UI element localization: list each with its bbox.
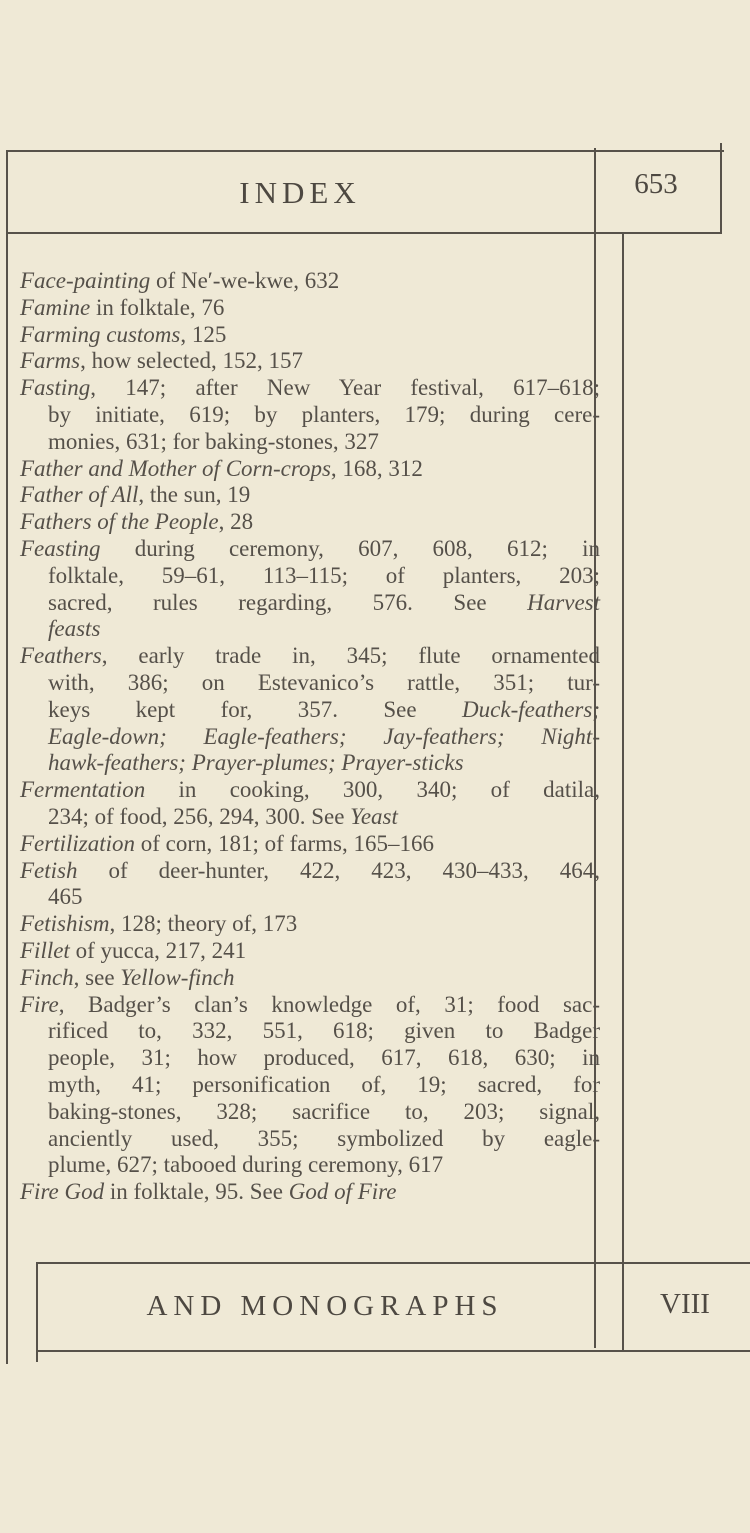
index-text: in folktale, 76 [90,294,225,320]
index-term: feasts [48,616,101,642]
index-term: Fire [20,991,59,1017]
index-term: Finch [20,964,74,990]
index-term: Fertilization [20,830,135,856]
volume-number: VIII [660,1288,710,1320]
index-line [20,804,600,831]
index-term: Yellow-finch [120,964,235,990]
index-text: of corn, 181; of farms, 165–166 [135,830,434,856]
index-text: , 147; after New Year festival, 617–618; [90,375,600,401]
index-text: with, 386; on Estevanico’s rattle, 351; tur- [48,669,600,695]
index-line [20,268,600,295]
index-term: Feathers [20,643,102,669]
index-text: , 28 [218,509,254,535]
index-line [20,590,600,617]
index-line [20,348,600,375]
index-line [20,1072,600,1099]
index-line [20,456,600,483]
index-term: Harvest [527,589,600,615]
page-number: 653 [634,168,678,200]
index-text: , the sun, 19 [138,482,251,508]
index-line [20,884,600,911]
index-text: , 128; theory of, 173 [109,911,298,937]
index-term: Farming customs [20,321,181,347]
index-line [20,322,600,349]
index-line [20,1152,600,1179]
index-term: Duck-feathers; [462,696,600,722]
index-text: keys kept for, 357. See [48,696,463,722]
footer-left-line [36,1262,38,1362]
index-line [20,1018,600,1045]
index-term: hawk-feathers; Prayer-plumes; Prayer-sticks [48,750,464,776]
index-text: of Ne′-we-kwe, 632 [150,268,340,293]
header-right-border [720,143,722,233]
index-text: plume, 627; tabooed during ceremony, 617 [48,1152,444,1178]
index-text: rificed to, 332, 551, 618; given to Badger [48,1018,600,1044]
index-term: Father and Mother of Corn-crops [20,455,331,481]
right-column-line [622,232,624,1350]
index-text: by initiate, 619; by planters, 179; during cere- [48,401,600,427]
index-text: , how selected, 152, 157 [80,348,303,374]
index-line [20,858,600,885]
index-text: myth, 41; personification of, 19; sacred, for [48,1071,600,1097]
index-text: , early trade in, 345; flute ornamented [101,643,600,669]
running-head: INDEX [239,175,361,210]
index-line [20,670,600,697]
index-text: in cooking, 300, 340; of datila, [145,777,600,803]
index-term: Face-painting [20,268,151,293]
index-line [20,992,600,1019]
index-line [20,938,600,965]
index-text: people, 31; how produced, 617, 618, 630; in [48,1045,600,1071]
index-term: Famine [20,294,91,320]
index-text: sacred, rules regarding, 576. See [48,589,528,615]
index-line [20,616,600,643]
index-text: of deer-hunter, 422, 423, 430–433, 464, [77,857,600,883]
index-text: of yucca, 217, 241 [69,937,247,963]
index-line [20,1099,600,1126]
index-line [20,911,600,938]
index-text: during ceremony, 607, 608, 612; in [100,535,600,561]
index-line [20,295,600,322]
index-text: folktale, 59–61, 113–115; of planters, 203; [48,562,600,588]
index-line [20,777,600,804]
series-title: AND MONOGRAPHS [146,1290,504,1322]
index-line [20,965,600,992]
index-line [20,429,600,456]
index-line [20,536,600,563]
header-rule [6,232,722,234]
index-line [20,1179,600,1206]
index-line [20,724,600,751]
index-term: Fermentation [20,777,146,803]
index-line [20,643,600,670]
index-text: , see [73,964,121,990]
index-line [20,1126,600,1153]
index-line [20,402,600,429]
index-text: , Badger’s clan’s knowledge of, 31; food sac- [58,991,600,1017]
index-text: , 168, 312 [330,455,423,481]
index-term: Fasting [20,375,91,401]
index-term: God of Fire [288,1179,397,1205]
index-term: Fetishism [20,911,110,937]
index-text: baking-stones, 328; sacrifice to, 203; signal, [48,1098,600,1124]
index-term: Eagle-down; Eagle-feathers; Jay-feathers; Night- [48,723,600,749]
index-text: , 125 [180,321,227,347]
index-term: Fire God [20,1179,105,1205]
index-term: Feasting [20,535,101,561]
index-line [20,482,600,509]
index-term: Farms [20,348,81,374]
index-line [20,697,600,724]
index-text: in folktale, 95. See [104,1179,289,1205]
index-line [20,509,600,536]
index-text: anciently used, 355; symbolized by eagle- [48,1125,600,1151]
index-text: 234; of food, 256, 294, 300. See [48,803,351,829]
index-line [20,1045,600,1072]
index-term: Fathers of the People [20,509,219,535]
index-line [20,375,600,402]
index-line [20,831,600,858]
index-term: Fetish [20,857,78,883]
footer-bottom-rule [36,1350,750,1352]
index-term: Fillet [20,937,70,963]
index-line [20,563,600,590]
index-term: Yeast [350,803,398,829]
footer-top-rule [36,1262,750,1264]
index-entries [20,268,600,1206]
index-text: monies, 631; for baking-stones, 327 [48,428,379,454]
index-term: Father of All [20,482,139,508]
index-line [20,750,600,777]
index-text: 465 [48,884,83,910]
